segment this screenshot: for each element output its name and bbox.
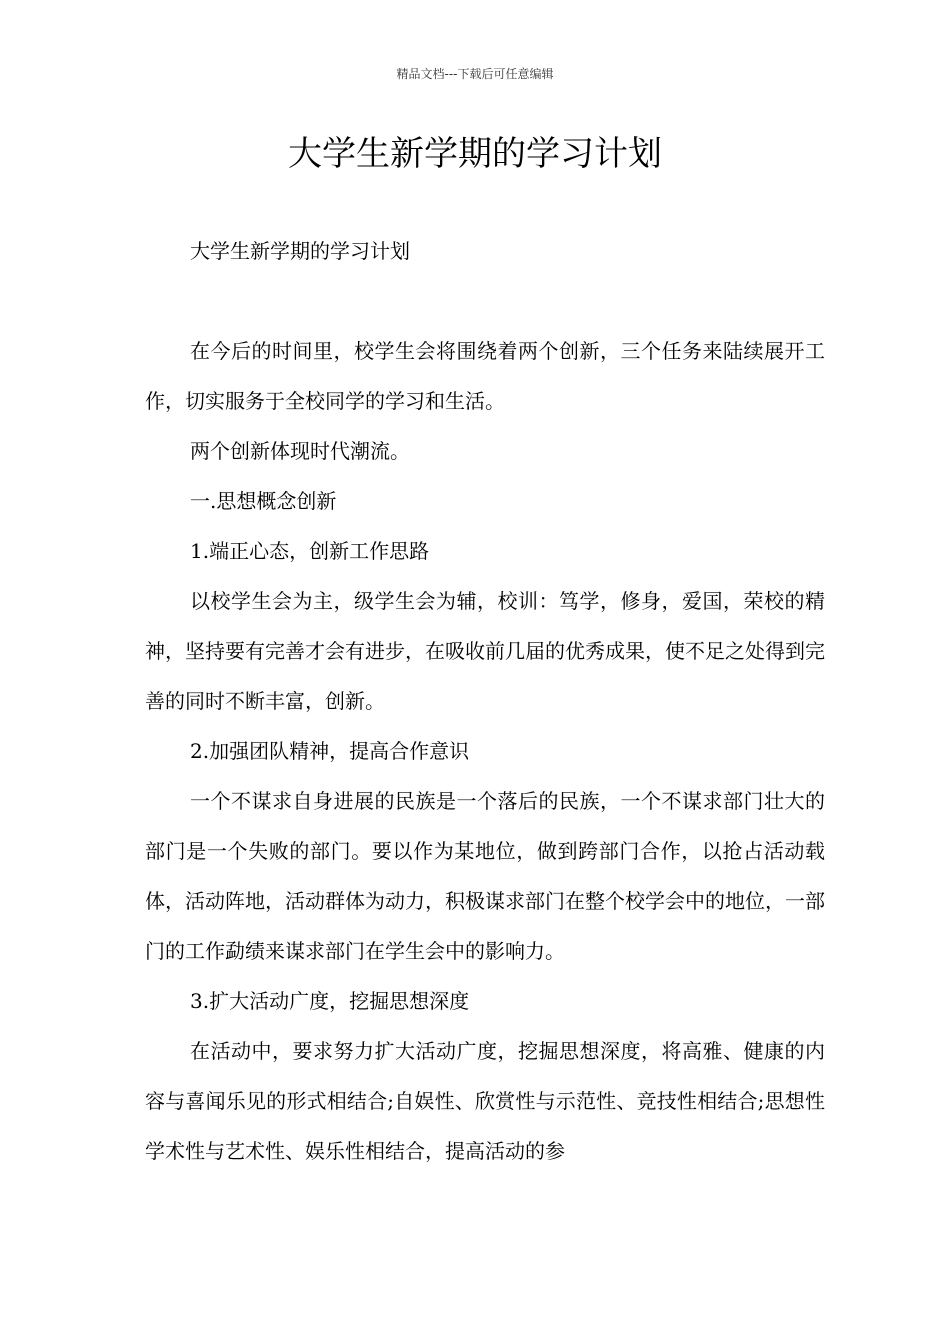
paragraph: 以校学生会为主，级学生会为辅，校训：笃学，修身，爱国，荣校的精神，坚持要有完善才会有进步，在吸收前几届的优秀成果，使不足之处得到完善的同时不断丰富，创新。 [145, 589, 825, 713]
subsection-heading: 3.扩大活动广度，挖掘思想深度 [190, 989, 470, 1013]
section-heading: 一.思想概念创新 [190, 489, 337, 513]
paragraph: 一个不谋求自身进展的民族是一个落后的民族，一个不谋求部门壮大的部门是一个失败的部门。要以作为某地位，做到跨部门合作，以抢占活动载体，活动阵地，活动群体为动力，积极谋求部门在整个校学会中的地位，一部门的工作勐绩来谋求部门在学生会中的影响力。 [145, 789, 825, 963]
paragraph: 在活动中，要求努力扩大活动广度，挖掘思想深度，将高雅、健康的内容与喜闻乐见的形式相结合;自娱性、欣赏性与示范性、竞技性相结合;思想性学术性与艺术性、娱乐性相结合，提高活动的参 [145, 1039, 825, 1163]
document-body [145, 326, 825, 1176]
subsection-heading: 1.端正心态，创新工作思路 [190, 539, 430, 563]
subtitle-paragraph: 大学生新学期的学习计划 [190, 239, 410, 263]
document-title: 大学生新学期的学习计划 [288, 134, 662, 174]
subsection-heading: 2.加强团队精神，提高合作意识 [190, 739, 470, 763]
header-note: 精品文档---下载后可任意编辑 [396, 67, 554, 81]
subtitle-block [145, 226, 825, 276]
paragraph: 在今后的时间里，校学生会将围绕着两个创新，三个任务来陆续展开工作，切实服务于全校同学的学习和生活。 [145, 339, 825, 413]
paragraph: 两个创新体现时代潮流。 [190, 439, 410, 463]
